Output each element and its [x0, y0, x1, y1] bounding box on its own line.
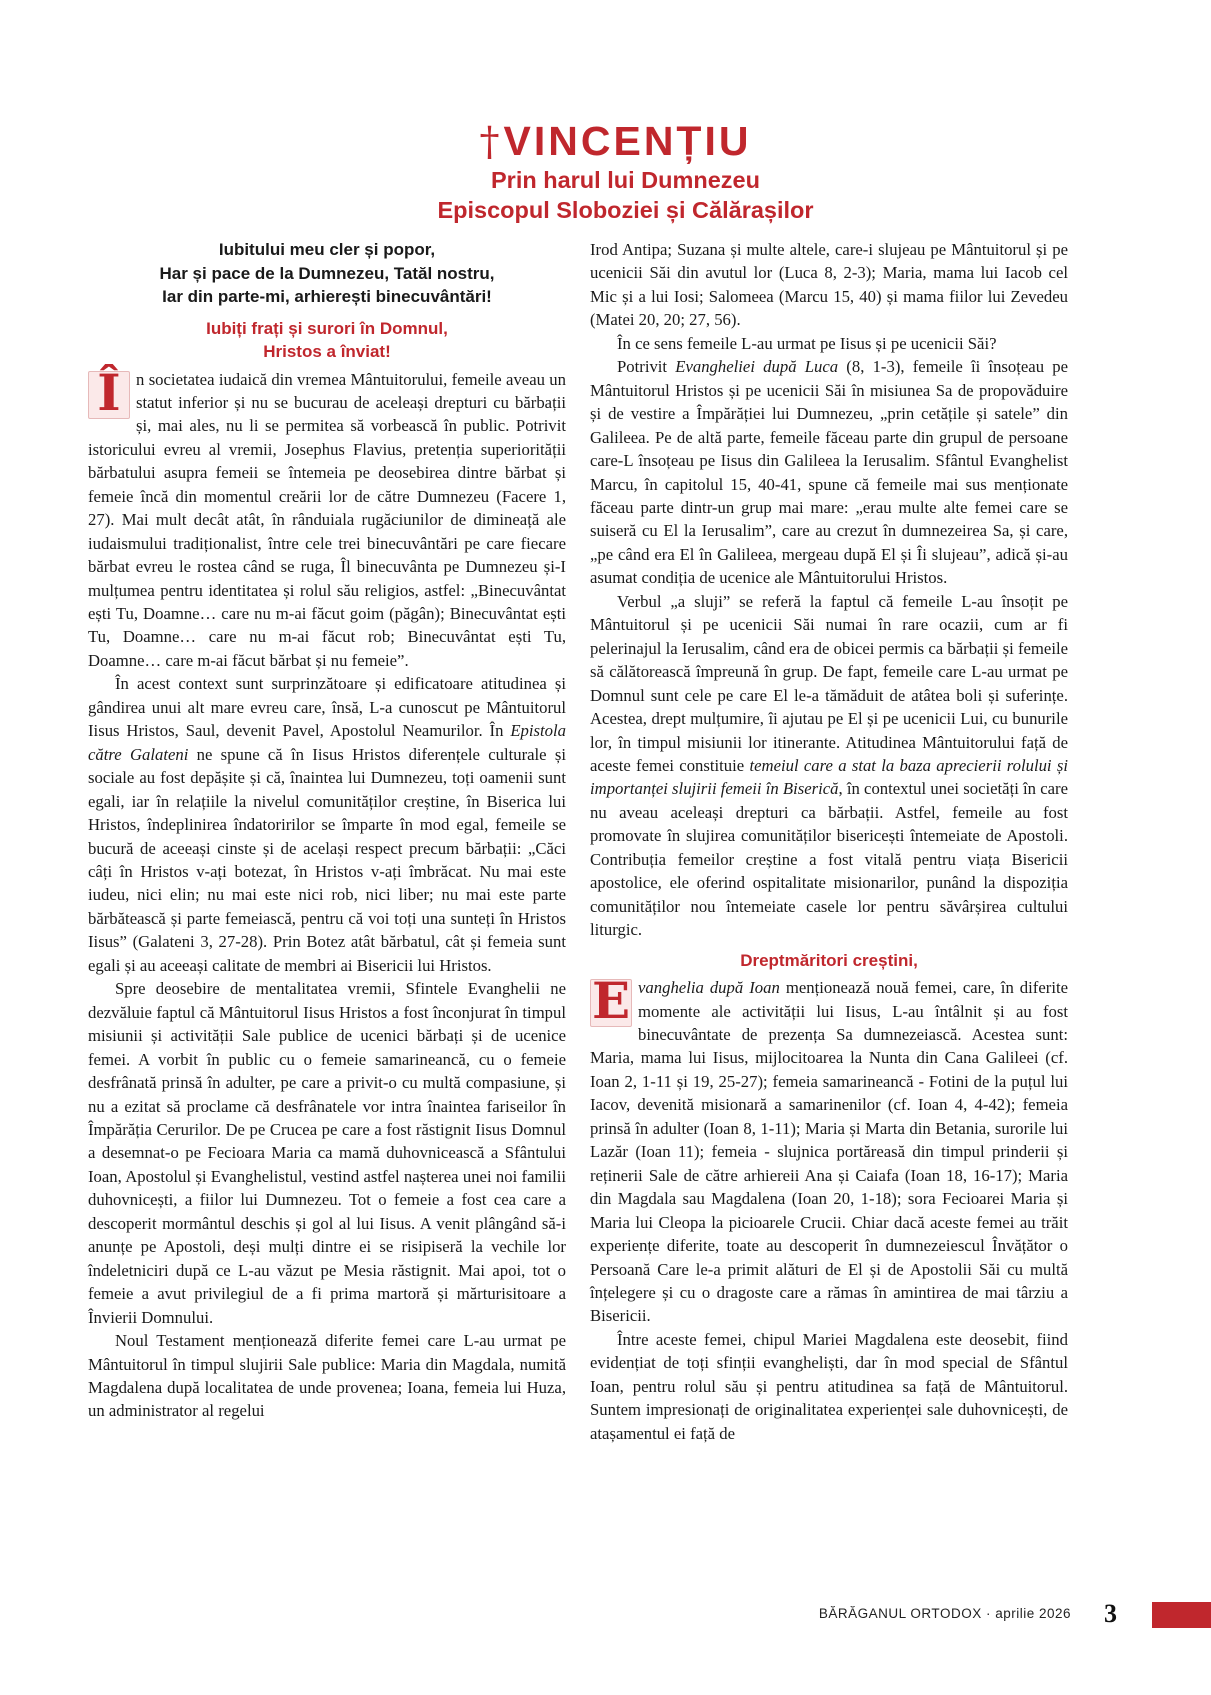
drop-cap: Î	[88, 371, 130, 419]
greeting-line: Har și pace de la Dumnezeu, Tatăl nostru,	[159, 263, 495, 283]
section-heading: Dreptmăritori creștini,	[740, 950, 918, 970]
paragraph: În acest context sunt surprinzătoare și edificatoare atitudinea și gândirea unui alt mare evreu care, însă, L-a cunoscut pe Mântuitorul Iisus Hristos, Saul, devenit Pavel, Apostolul Neamurilor. În Epistola către Galateni ne spune că în Iisus Hristos diferențele culturale și sociale au fost depășite și că, înaintea lui Dumnezeu, toți oamenii sunt egali, iar în relațiile la nivelul comunităților creștine, în Biserica lui Hristos, îndeplinirea îndatoririlor se împarte în mod egal, femeile se bucură de aceeași cinste și de același respect precum bărbații: „Căci câți în Hristos v-ați botezat, în Hristos v-ați îmbrăcat. Nu mai este iudeu, nici elin; nu mai este nici rob, nici liber; nu mai este parte bărbătească și parte femeiască, pentru că voi toți una sunteți în Hristos Iisus” (Galateni 3, 27-28). Prin Botez atât bărbatul, cât și femeia sunt egali și au aceeași calitate de membri ai Bisericii lui Hristos.	[88, 674, 566, 975]
drop-cap: E	[591, 971, 631, 1031]
paragraph: Între aceste femei, chipul Mariei Magdalena este deosebit, fiind evidențiat de toți sfinții evangheliști, dar în mod special de Sfântul Ioan, pentru rolul său și pentru atitudinea sa față de Mântuitorul. Suntem impresionați de originalitatea experienței sale duhovnicești, de atașamentul ei față de	[590, 1329, 1068, 1443]
bishop-subtitle-1: Prin harul lui Dumnezeu	[491, 167, 760, 193]
salutation	[88, 317, 566, 364]
page-footer	[0, 1599, 1211, 1632]
paragraph: Î n societatea iudaică din vremea Mântuitorului, femeile aveau un statut inferior și nu se bucurau de aceleași drepturi cu bărbații și, mai ales, nu li se permitea să vorbească în public. Potrivit istoricului evreu al vremii, Josephus Flavius, pretenția superiorității bărbatului asupra femeii se întemeia pe deosebirea dintre bărbat și femeie încă din momentul creării lor de către Dumnezeu (Facere 1, 27). Mai mult decât atât, în rânduiala rugăciunilor de dimineață ale iudaismului tradiționalist, între cele trei binecuvântări pe care fiecare bărbat evreu le rostea când se ruga, Îl binecuvânta pe Dumnezeu și-I mulțumea pentru identitatea și rolul său religios, astfel: „Binecuvântat ești Tu, Doamne… care nu m-ai făcut goim (păgân); Binecuvântat ești Tu, Doamne… care nu m-ai făcut rob; Binecuvântat ești Tu, Doamne… care m-ai făcut bărbat și nu femeie”.	[88, 362, 566, 670]
greeting	[88, 238, 566, 309]
paragraph: E vanghelia după Ioan menționează nouă femei, care, în diferite momente ale activității lui Iisus, L-au întâlnit și au fost binecuvântate de prezența Sa dumnezeiască. Acestea sunt: Maria, mama lui Iisus, mijlocitoarea la Nunta din Cana Galileei (cf. Ioan 2, 1-11 și 19, 25-27); femeia samarineancă - Fotini de la puțul lui Iacov, devenită misionară a samarinenilor (cf. Ioan 4, 4-42); femeia prinsă în adulter (Ioan 8, 1-11); Maria și Marta din Betania, surorile lui Lazăr (Ioan 11); femeia - slujnica portăreasă din timpul prinderii și reținerii Sale de către arhiereii Ana și Caiafa (Ioan 18, 16-17); Maria din Magdala sau Magdalena (Ioan 20, 1-18); sora Fecioarei Maria și Maria lui Cleopa la picioarele Crucii. Chiar dacă aceste femei au trăit experiențe diferite, toate au descoperit în dumnezeiescul Învățător o Persoană Care le-a primit alături de El și de Apostolii Săi cu multă înțelegere și cu o dragoste care a rămas în amintirea de mai târziu a Bisericii.	[590, 971, 1068, 1326]
paragraph: Spre deosebire de mentalitatea vremii, Sfintele Evanghelii ne dezvăluie faptul că Mântuitorul Iisus Hristos a fost înconjurat în timpul misiunii și activității Sale publice de ucenici bărbați și de ucenice femei. A vorbit în public cu o femeie samarineancă, cu o femeie desfrânată prinsă în adulter, pe care a privit-o cu multă compasiune, și nu a ezitat să proclame că desfrânatele vor intra înaintea fariseilor în Împărăția Cerurilor. De pe Crucea pe care a fost răstignit Iisus Domnul a desemnat-o pe Fecioara Maria ca mamă duhovnicească a Sfântului Ioan, Apostolul și Evanghelistul, vestind astfel nașterea unei noi familii duhovnicești, a fiilor lui Dumnezeu. Tot o femeie a fost cea care a descoperit mormântul deschis și gol al lui Iisus. A venit plângând să-i anunțe pe Apostoli, deși mulți dintre ei se risipiseră la vechile lor îndeletniciri după ce L-au văzut pe Mesia răstignit. Mai apoi, tot o femeie a avut privilegiul de a fi prima martoră și mărturisitoare a Învierii Domnului.	[88, 979, 566, 1327]
bishop-name: VINCENȚIU	[503, 118, 752, 164]
magazine-name: BĂRĂGANUL ORTODOX · aprilie 2026	[818, 1606, 1071, 1621]
paragraph: În ce sens femeile L-au urmat pe Iisus și pe ucenicii Săi?	[617, 333, 997, 353]
salutation-line: Hristos a înviat!	[263, 342, 391, 361]
right-column	[590, 238, 1068, 1445]
paragraph: Verbul „a sluji” se referă la faptul că femeile L-au însoțit pe Mântuitorul și pe ucenicii Săi numai în rare ocazii, cum ar fi pelerinajul la Ierusalim, când era de obicei permis ca bărbații și femeile să călătorească împreună în grup. De fapt, femeile care L-au urmat pe Domnul sunt cele pe care El le-a tămăduit de atâtea boli și suferințe. Acestea, drept mulțumire, îi ajutau pe El și pe ucenicii Lui, cu bunurile lor, în timpul misiunii lor itinerante. Atitudinea Mântuitorului față de aceste femei constituie temeiul care a stat la baza aprecierii rolului și importanței slujirii femeii în Biserică, în contextul unei societăți în care nu aveau aceleași drepturi ca bărbații. Astfel, femeile au fost promovate în slujirea comunităților bisericești întemeiate de Apostoli. Contribuția femeilor creștine a fost vitală pentru viața Bisericii apostolice, ele oferind ospitalitate misionarilor, punând la dispoziția comunităților nou întemeiate casele lor pentru săvârșirea cultului liturgic.	[590, 591, 1068, 940]
page-number: 3	[1104, 1599, 1117, 1628]
paragraph: Noul Testament menționează diferite femei care L-au urmat pe Mântuitorul în timpul slujirii Sale publice: Maria din Magdala, numită Magdalena după localitatea de unde provenea; Ioana, femeia lui Huza, un administrator al regelui	[88, 1331, 566, 1421]
salutation-line: Iubiți frați și surori în Domnul,	[206, 318, 448, 338]
greeting-line: Iubitului meu cler și popor,	[218, 240, 436, 259]
greeting-line: Iar din parte-mi, arhierești binecuvântări!	[162, 287, 492, 306]
page-header	[0, 118, 1211, 225]
bishop-title	[20, 118, 1211, 165]
footer-accent-bar	[1152, 1602, 1211, 1628]
bishop-subtitle-2: Episcopul Sloboziei și Călărașilor	[437, 197, 814, 223]
paragraph: Irod Antipa; Suzana și multe altele, care-i slujeau pe Mântuitorul și pe ucenicii Săi din avutul lor (Luca 8, 2-3); Maria, mama lui Iacob cel Mic și a lui Iosi; Salomeea (Marcu 15, 40) și mama fiilor lui Zevedeu (Matei 20, 20; 27, 56).	[590, 240, 1068, 330]
paragraph: Potrivit Evangheliei după Luca (8, 1-3), femeile îi însoțeau pe Mântuitorul Hristos și pe ucenicii Săi în misiunea Sa de propovăduire și de vestire a Împărăției lui Dumnezeu, „prin cetățile și satele” din Galileea. Pe de altă parte, femeile făceau parte din grupul de persoane care-L însoțeau pe Iisus din Galileea la Ierusalim. Sfântul Evanghelist Marcu, în capitolul 15, 40-41, spune că femeile mai sus menționate făceau parte dintr-un grup mai mare: „erau multe alte femei care se suiseră cu El la Ierusalim”, care au crezut în dumnezeirea Sa, și care, „pe când era El în Galileea, mergeau după El și Îi slujeau”, adică și-au asumat condiția de ucenice ale Mântuitorului Hristos.	[590, 357, 1068, 588]
cross-icon: †	[479, 119, 500, 165]
left-column	[88, 238, 566, 1423]
